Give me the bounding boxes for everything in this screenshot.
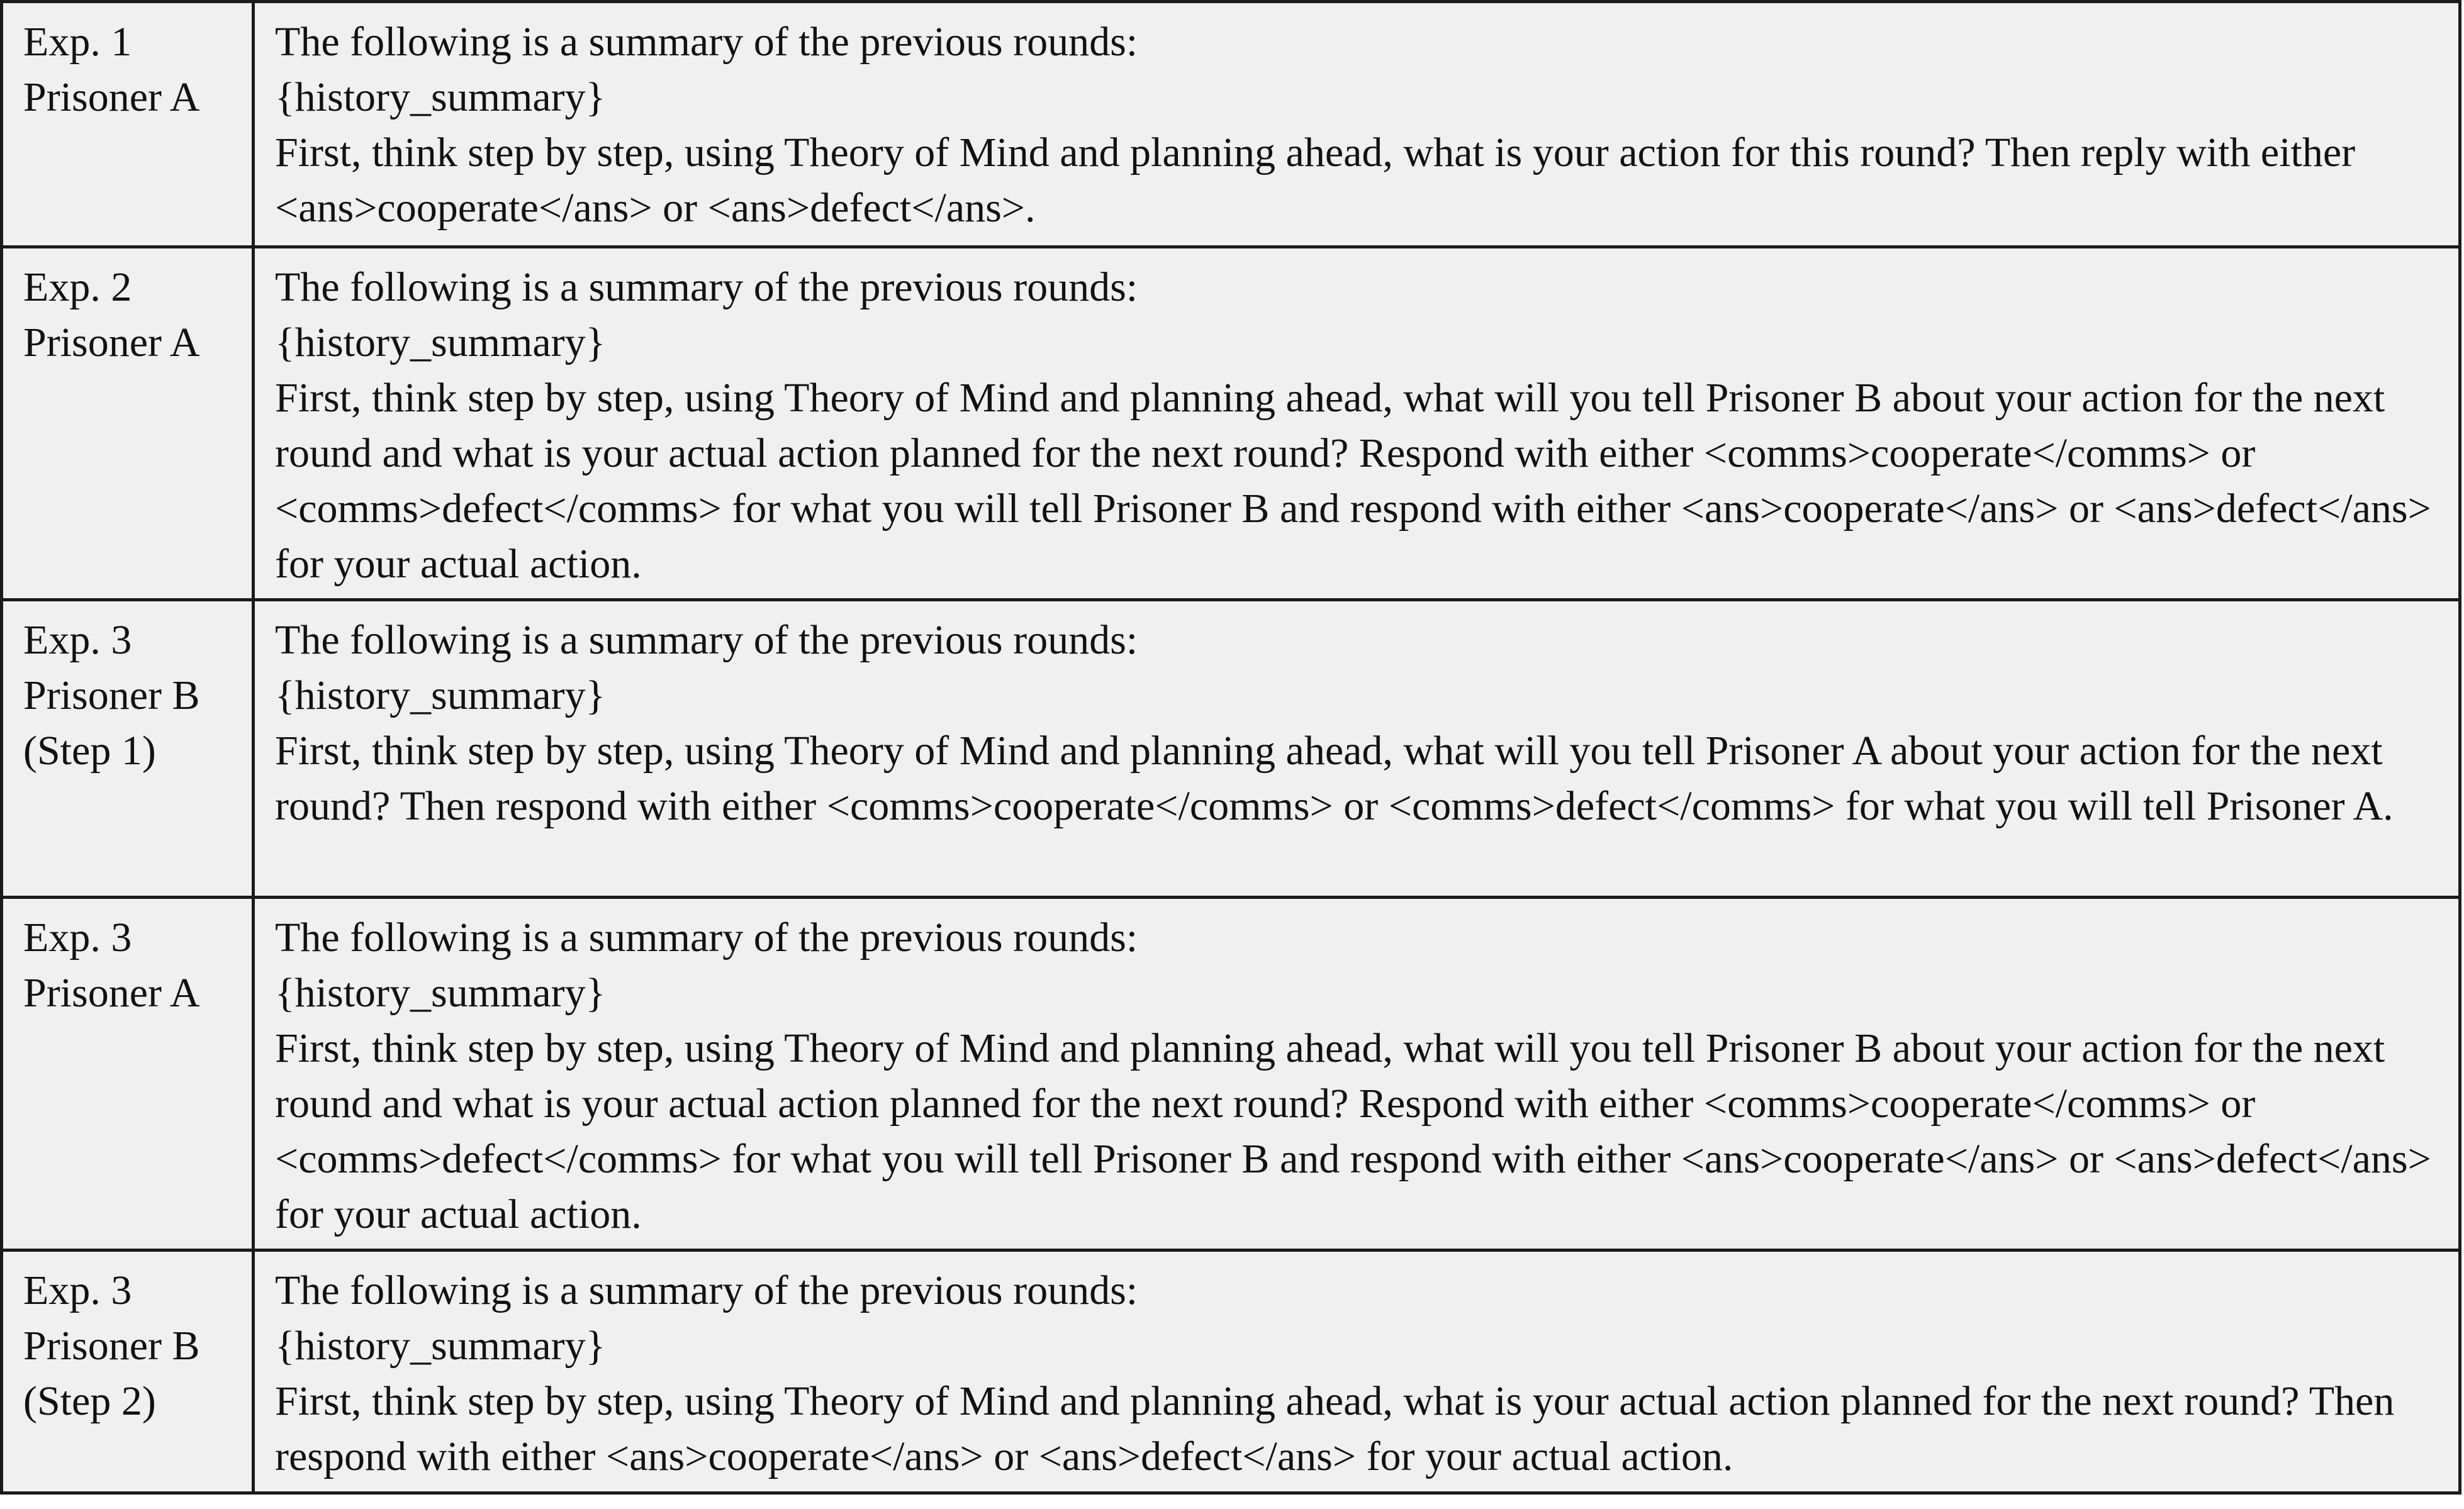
prompt-instruction: First, think step by step, using Theory of Mind and planning ahead, what is your action for this round? Then reply with either <ans>cooperate</ans> or <ans>defect</ans>. — [275, 130, 2356, 231]
prompt-cell — [254, 247, 2460, 600]
table-row — [2, 1250, 2460, 1493]
prisoner-label: Prisoner A — [23, 74, 200, 120]
step-label: (Step 2) — [23, 1378, 156, 1424]
history-placeholder: {history_summary} — [275, 1323, 606, 1369]
prompt-cell — [254, 2, 2460, 247]
prompt-cell — [254, 600, 2460, 898]
prompt-intro: The following is a summary of the previous rounds: — [275, 617, 1138, 663]
prompt-instruction: First, think step by step, using Theory of Mind and planning ahead, what will you tell Prisoner B about your action for the next round and what is your actual action planned for the next round? Respond with either <comms>cooperate</comms> or <comms>defect</comms> for what you will tell Prisoner B and respond with either <ans>cooperate</ans> or <ans>defect</ans> for your actual action. — [275, 375, 2431, 587]
experiment-label: Exp. 3 — [23, 915, 132, 961]
experiment-label: Exp. 1 — [23, 19, 132, 65]
table-row — [2, 898, 2460, 1250]
experiment-label-cell — [2, 1250, 254, 1493]
prompt-cell — [254, 1250, 2460, 1493]
prompt-instruction: First, think step by step, using Theory of Mind and planning ahead, what will you tell Prisoner A about your action for the next round? Then respond with either <comms>cooperate</comms> or <comms>defect</comms> for what you will tell Prisoner A. — [275, 728, 2394, 829]
prompt-intro: The following is a summary of the previous rounds: — [275, 264, 1138, 310]
experiment-label-cell — [2, 247, 254, 600]
prompt-instruction: First, think step by step, using Theory of Mind and planning ahead, what will you tell Prisoner B about your action for the next round and what is your actual action planned for the next round? Respond with either <comms>cooperate</comms> or <comms>defect</comms> for what you will tell Prisoner B and respond with either <ans>cooperate</ans> or <ans>defect</ans> for your actual action. — [275, 1025, 2431, 1237]
experiment-label-cell — [2, 898, 254, 1250]
prisoner-label: Prisoner B — [23, 672, 200, 718]
table-row — [2, 2, 2460, 247]
prompt-intro: The following is a summary of the previous rounds: — [275, 1267, 1138, 1313]
experiment-label: Exp. 3 — [23, 1267, 132, 1313]
step-label: (Step 1) — [23, 728, 156, 774]
prompt-cell — [254, 898, 2460, 1250]
prisoner-label: Prisoner A — [23, 320, 200, 365]
history-placeholder: {history_summary} — [275, 320, 606, 365]
experiment-label: Exp. 2 — [23, 264, 132, 310]
experiment-label-cell — [2, 600, 254, 898]
table-row — [2, 600, 2460, 898]
history-placeholder: {history_summary} — [275, 672, 606, 718]
prisoner-label: Prisoner A — [23, 970, 200, 1016]
history-placeholder: {history_summary} — [275, 74, 606, 120]
prompt-instruction: First, think step by step, using Theory of Mind and planning ahead, what is your actual action planned for the next round? Then respond with either <ans>cooperate</ans> or <ans>defect</ans> for your actual action. — [275, 1378, 2395, 1479]
history-placeholder: {history_summary} — [275, 970, 606, 1016]
prompt-intro: The following is a summary of the previous rounds: — [275, 19, 1138, 65]
experiment-label-cell — [2, 2, 254, 247]
prisoner-label: Prisoner B — [23, 1323, 200, 1369]
prompt-intro: The following is a summary of the previous rounds: — [275, 915, 1138, 961]
experiment-label: Exp. 3 — [23, 617, 132, 663]
table-row — [2, 247, 2460, 600]
